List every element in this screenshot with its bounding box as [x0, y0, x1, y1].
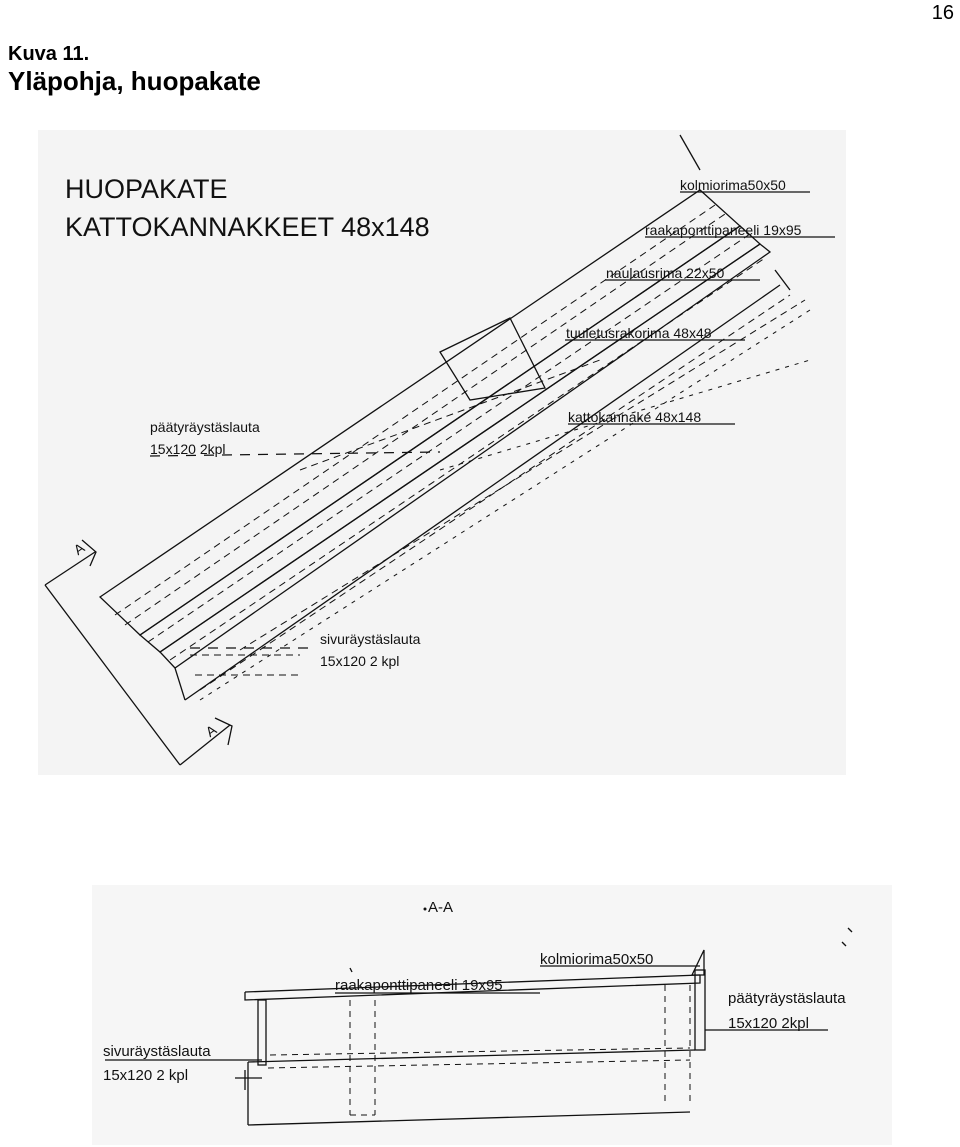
section-label-paatyraystaslauta-2: 15x120 2kpl: [728, 1015, 809, 1032]
label-tuuletusrakorima: tuuletusrakorima 48x48: [566, 325, 712, 341]
section-label-sivuraystaslauta-2: 15x120 2 kpl: [103, 1067, 189, 1084]
figure-title: Yläpohja, huopakate: [8, 66, 261, 96]
label-paatyraystaslauta-2: 15x120 2kpl: [150, 441, 226, 457]
label-naulausrima: naulausrima 22x50: [606, 265, 725, 281]
label-paatyraystaslauta-1: päätyräystäslauta: [150, 419, 260, 435]
section-mark-top: A: [70, 539, 88, 558]
label-sivuraystaslauta-2: 15x120 2 kpl: [320, 653, 400, 669]
section-title: A-A: [428, 899, 454, 916]
section-label-raakaponttipaneeli: raakaponttipaneeli 19x95: [335, 977, 503, 994]
plan-heading-2: KATTOKANNAKKEET 48x148: [65, 212, 430, 242]
label-kolmiorima: kolmiorima50x50: [680, 177, 786, 193]
section-title-dot: [424, 908, 427, 911]
label-sivuraystaslauta-1: sivuräystäslauta: [320, 631, 421, 647]
label-kattokannake: kattokannake 48x148: [568, 409, 702, 425]
label-raakaponttipaneeli: raakaponttipaneeli 19x95: [645, 222, 802, 238]
plan-heading-1: HUOPAKATE: [65, 174, 228, 204]
section-label-paatyraystaslauta-1: päätyräystäslauta: [728, 990, 846, 1007]
section-label-kolmiorima: kolmiorima50x50: [540, 951, 654, 968]
section-mark-bottom: A: [202, 721, 220, 740]
section-label-sivuraystaslauta-1: sivuräystäslauta: [103, 1043, 211, 1060]
page-number: 16: [931, 2, 954, 24]
figure-number: Kuva 11.: [8, 43, 90, 65]
